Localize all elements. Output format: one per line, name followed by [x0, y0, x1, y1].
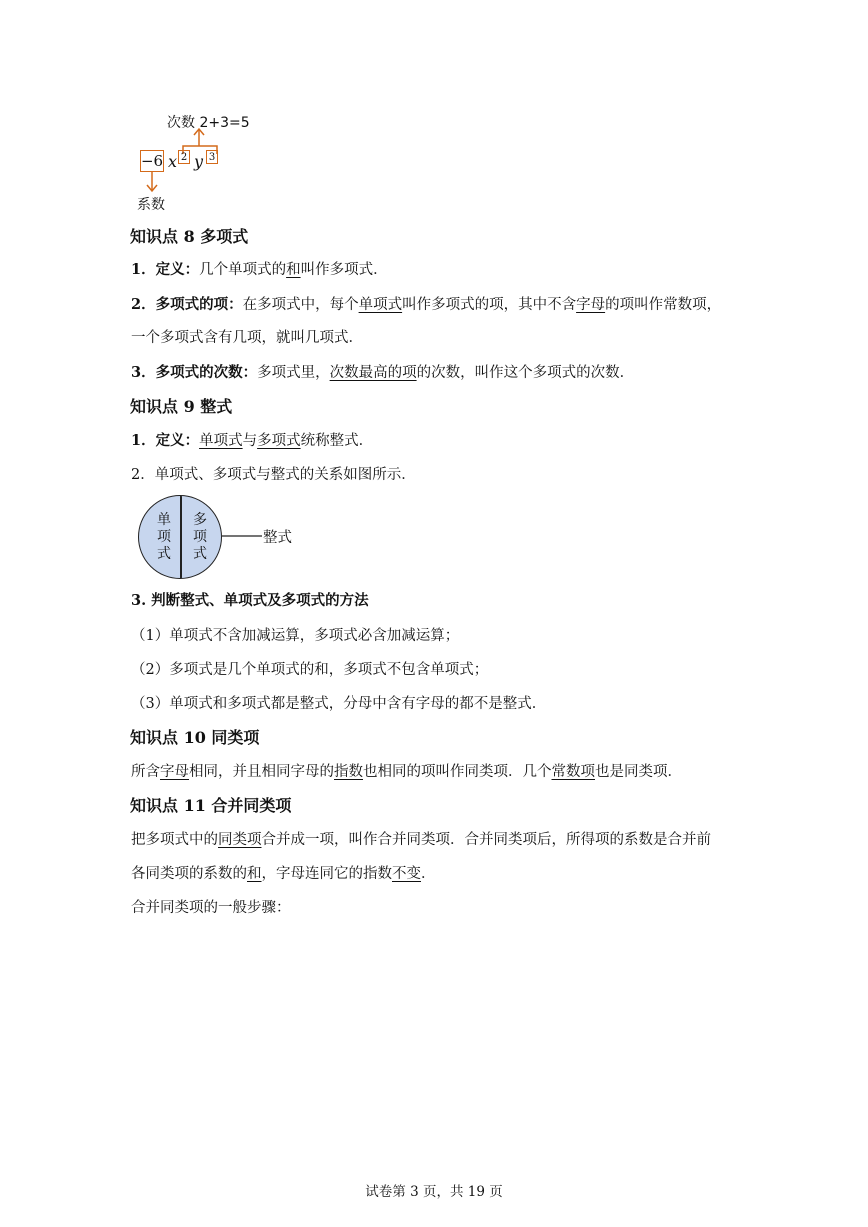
circle-label-integral: 整式	[263, 530, 292, 546]
section10-body: 所含字母相同，并且相同字母的指数也相同的项叫作同类项．几个常数项也是同类项．	[131, 764, 682, 780]
section9-item1: 1．定义：单项式与多项式统称整式．	[131, 432, 374, 449]
section9-item2: 2．单项式、多项式与整式的关系如图所示．	[131, 467, 416, 483]
page-footer: 试卷第 3 页，共 19 页	[365, 1184, 503, 1200]
section11-line3: 合并同类项的一般步骤：	[131, 900, 291, 916]
section9-item3: 3. 判断整式、单项式及多项式的方法	[131, 592, 369, 609]
section9-title: 知识点 9 整式	[130, 397, 233, 416]
degree-label: 次数 2+3=5	[167, 115, 250, 131]
section11-title: 知识点 11 合并同类项	[130, 796, 292, 815]
section10-title: 知识点 10 同类项	[130, 728, 260, 747]
coefficient-box: −6	[140, 152, 164, 170]
circle-divider	[180, 496, 182, 579]
rule-3: （3）单项式和多项式都是整式，分母中含有字母的都不是整式．	[131, 696, 547, 712]
section8-title: 知识点 8 多项式	[130, 227, 249, 246]
section8-item1: 1．定义：几个单项式的和叫作多项式．	[131, 261, 388, 278]
circle-leader-line	[222, 530, 264, 542]
section11-line2: 各同类项的系数的和，字母连同它的指数不变．	[131, 866, 436, 882]
exponent-x-box: 2	[178, 150, 190, 164]
rule-2: （2）多项式是几个单项式的和，多项式不包含单项式；	[131, 662, 489, 678]
rule-1: （1）单项式不含加减运算，多项式必含加减运算；	[131, 628, 460, 644]
section8-item3: 3．多项式的次数：多项式里，次数最高的项的次数，叫作这个多项式的次数．	[131, 364, 635, 381]
variable-y: y	[194, 152, 204, 171]
variable-x: x	[168, 152, 178, 171]
section11-line1: 把多项式中的同类项合并成一项，叫作合并同类项．合并同类项后，所得项的系数是合并前	[131, 832, 711, 848]
integral-expression-circle	[138, 495, 222, 579]
circle-right-polynomial: 多项式	[193, 512, 207, 562]
coefficient-label: 系数	[137, 197, 165, 213]
circle-left-monomial: 单项式	[157, 512, 171, 562]
section8-item2-line2: 一个多项式含有几项，就叫几项式．	[131, 330, 363, 346]
exponent-y-box: 3	[206, 150, 218, 164]
section8-item2: 2．多项式的项：在多项式中，每个单项式叫作多项式的项，其中不含字母的项叫作常数项，	[131, 296, 722, 313]
